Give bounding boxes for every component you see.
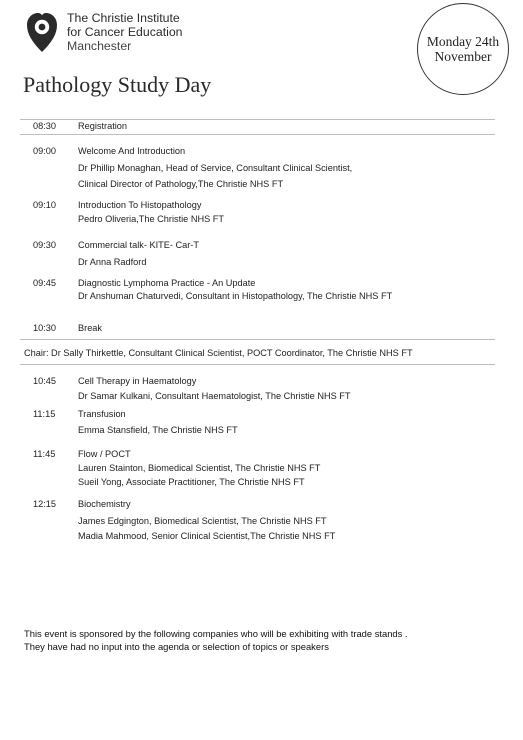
agenda-title: Cell Therapy in Haematology <box>78 376 197 386</box>
agenda-speaker: Pedro Oliveria,The Christie NHS FT <box>78 214 225 224</box>
event-date-badge <box>417 3 509 95</box>
agenda-speaker: Sueil Yong, Associate Practitioner, The Christie NHS FT <box>78 477 305 487</box>
divider <box>20 364 495 365</box>
christie-heart-logo-icon <box>26 12 58 54</box>
agenda-time: 11:15 <box>33 409 56 419</box>
agenda-speaker: Emma Stansfield, The Christie NHS FT <box>78 425 238 435</box>
agenda-title: Diagnostic Lymphoma Practice - An Update <box>78 278 256 288</box>
agenda-time: 10:45 <box>33 376 56 386</box>
date-line-2: November <box>434 49 492 64</box>
org-line-3: Manchester <box>67 39 132 53</box>
agenda-title: Welcome And Introduction <box>78 146 186 156</box>
agenda-time: 10:30 <box>33 323 56 333</box>
org-line-2: for Cancer Education <box>67 25 183 39</box>
agenda-speaker: Dr Anna Radford <box>78 257 147 267</box>
sponsor-note <box>24 627 408 653</box>
agenda-title: Introduction To Histopathology <box>78 200 202 210</box>
agenda-speaker: Dr Phillip Monaghan, Head of Service, Consultant Clinical Scientist, <box>78 163 353 173</box>
agenda-speaker: Clinical Director of Pathology,The Christie NHS FT <box>78 179 284 189</box>
agenda-time: 09:00 <box>33 146 56 156</box>
divider <box>20 119 495 120</box>
sponsor-note-line-2: They have had no input into the agenda or selection of topics or speakers <box>24 641 329 652</box>
agenda-title: Biochemistry <box>78 499 131 509</box>
agenda-speaker: Lauren Stainton, Biomedical Scientist, The Christie NHS FT <box>78 463 321 473</box>
agenda-speaker: Madia Mahmood, Senior Clinical Scientist,The Christie NHS FT <box>78 531 336 541</box>
agenda-time: 11:45 <box>33 449 56 459</box>
agenda-time: 09:30 <box>33 240 56 250</box>
agenda-title: Commercial talk- KITE- Car-T <box>78 240 199 250</box>
divider <box>20 134 495 135</box>
agenda-title: Break <box>78 323 103 333</box>
agenda-speaker: James Edgington, Biomedical Scientist, The Christie NHS FT <box>78 516 327 526</box>
page-title: Pathology Study Day <box>23 72 212 97</box>
date-line-1: Monday 24th <box>426 34 500 49</box>
agenda-time: 09:45 <box>33 278 56 288</box>
sponsor-note-line-1: This event is sponsored by the following companies who will be exhibiting with trade stands . <box>24 628 408 639</box>
agenda-speaker: Dr Samar Kulkani, Consultant Haematologist, The Christie NHS FT <box>78 391 351 401</box>
agenda-speaker: Dr Anshuman Chaturvedi, Consultant in Histopathology, The Christie NHS FT <box>78 291 393 301</box>
agenda-time: 08:30 <box>33 121 56 131</box>
org-line-1: The Christie Institute <box>67 11 180 25</box>
divider <box>20 339 495 340</box>
agenda-title: Transfusion <box>78 409 126 419</box>
agenda-time: 12:15 <box>33 499 56 509</box>
session-chair: Chair: Dr Sally Thirkettle, Consultant Clinical Scientist, POCT Coordinator, The Christie NHS FT <box>24 348 413 358</box>
agenda-title: Flow / POCT <box>78 449 131 459</box>
agenda-time: 09:10 <box>33 200 56 210</box>
agenda-title: Registration <box>78 121 128 131</box>
organization-name <box>67 11 183 53</box>
